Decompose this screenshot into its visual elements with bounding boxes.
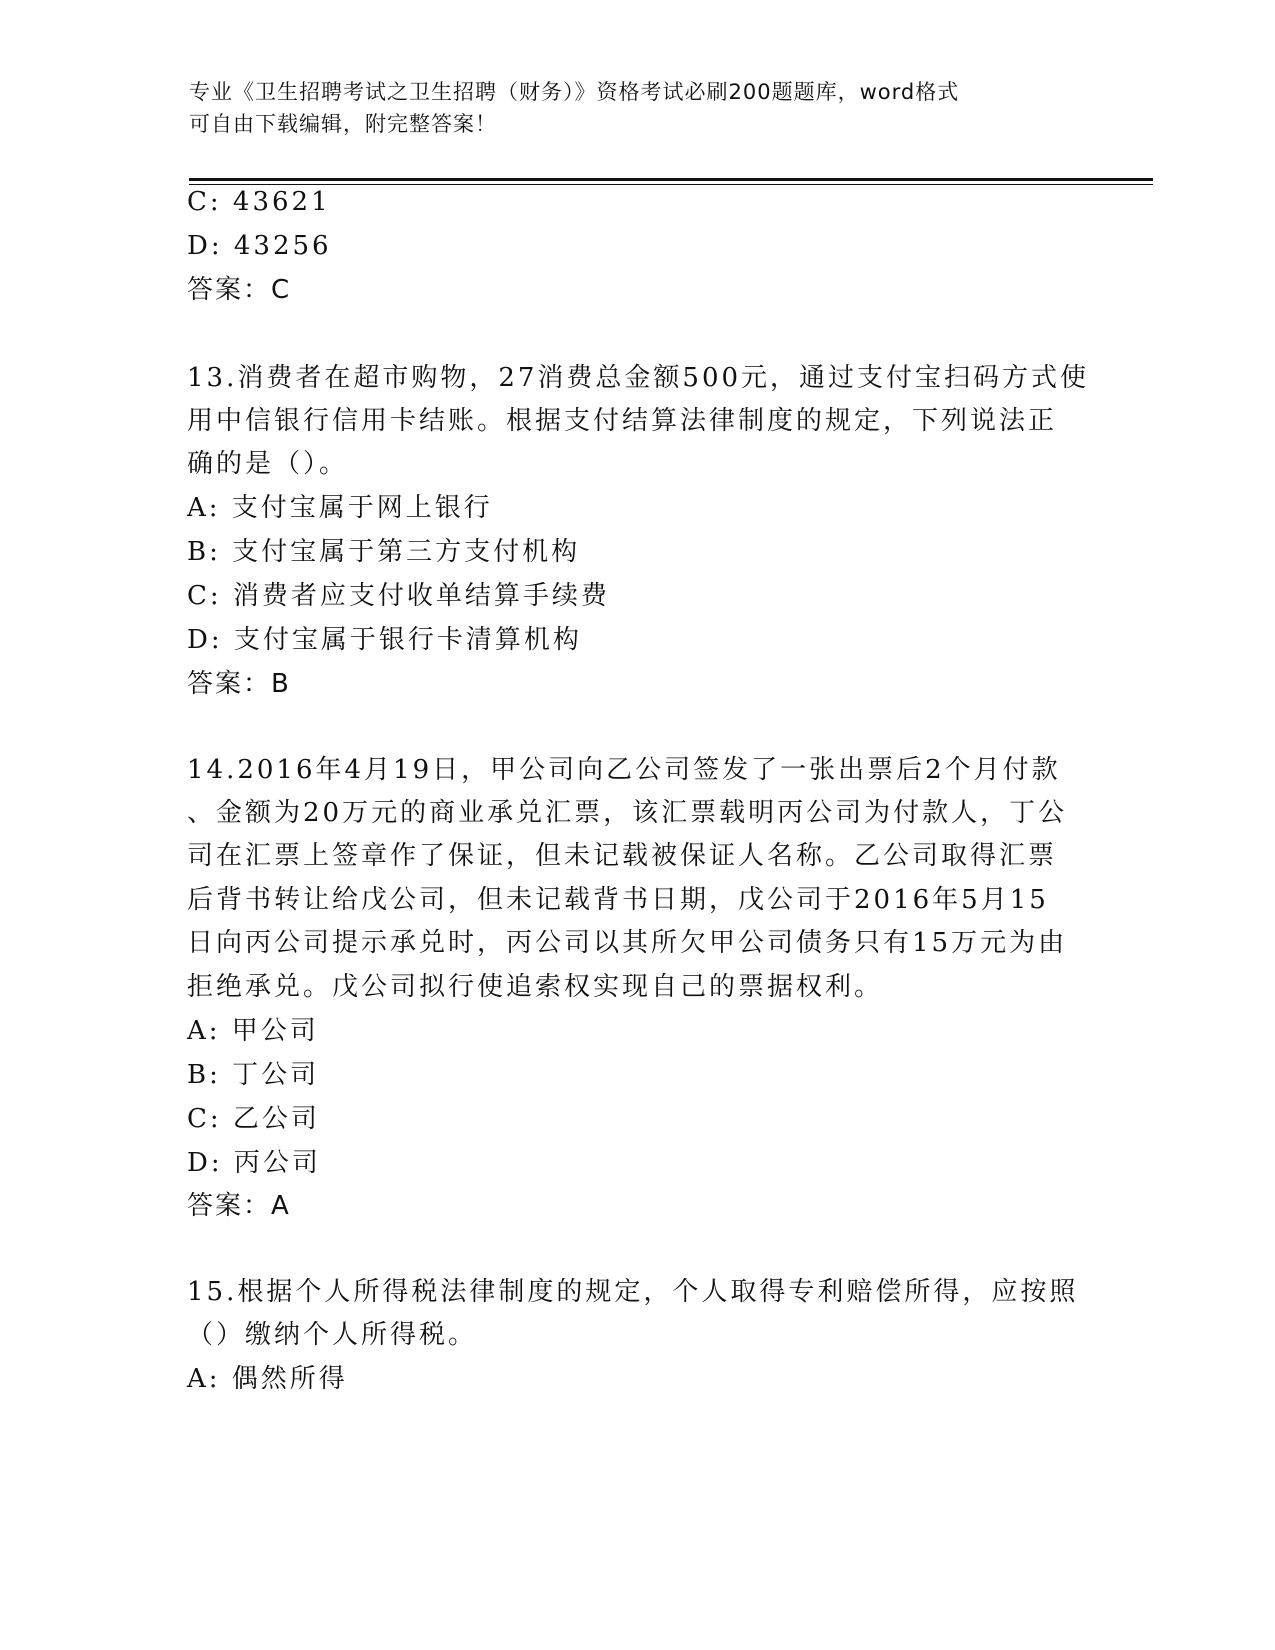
- q14-stem-line-2: 、金额为20万元的商业承兑汇票，该汇票载明丙公司为付款人，丁公: [187, 798, 1068, 828]
- q14-option-c: C: 乙公司: [187, 1104, 320, 1134]
- q13-option-c: C: 消费者应支付收单结算手续费: [187, 581, 610, 611]
- q13-stem-line-2: 用中信银行信用卡结账。根据支付结算法律制度的规定，下列说法正: [187, 406, 1058, 436]
- q14-stem-line-5: 日向丙公司提示承兑时，丙公司以其所欠甲公司债务只有15万元为由: [187, 928, 1068, 958]
- q15-stem-line-2: （）缴纳个人所得税。: [187, 1320, 478, 1350]
- q14-stem-line-6: 拒绝承兑。戊公司拟行使追索权实现自己的票据权利。: [187, 972, 884, 1002]
- q13-option-a: A: 支付宝属于网上银行: [187, 493, 493, 523]
- q14-option-a: A: 甲公司: [187, 1016, 319, 1046]
- header-title-line-1: 专业《卫生招聘考试之卫生招聘（财务）》资格考试必刷200题题库，word格式: [189, 80, 960, 104]
- q12-option-d: D: 43256: [187, 231, 332, 261]
- q12-option-c: C: 43621: [187, 187, 331, 217]
- q13-stem-line-3: 确的是（）。: [187, 449, 349, 479]
- q15-option-a: A: 偶然所得: [187, 1364, 348, 1394]
- header-divider-thin: [189, 184, 1153, 185]
- page-header: [189, 76, 1089, 140]
- q14-stem-line-1: 14.2016年4月19日，甲公司向乙公司签发了一张出票后2个月付款: [187, 755, 1061, 785]
- header-title-line-2: 可自由下载编辑，附完整答案！: [189, 112, 497, 136]
- q15-stem-line-1: 15.根据个人所得税法律制度的规定，个人取得专利赔偿所得，应按照: [187, 1277, 1079, 1307]
- q14-option-d: D: 丙公司: [187, 1148, 321, 1178]
- q14-stem-line-4: 后背书转让给戊公司，但未记载背书日期，戊公司于2016年5月15: [187, 885, 1049, 915]
- q14-stem-line-3: 司在汇票上签章作了保证，但未记载被保证人名称。乙公司取得汇票: [187, 841, 1058, 871]
- q13-answer: 答案：B: [187, 669, 291, 699]
- q13-stem-line-1: 13.消费者在超市购物，27消费总金额500元，通过支付宝扫码方式使: [187, 363, 1090, 393]
- q12-answer: 答案：C: [187, 275, 292, 305]
- header-divider-thick: [189, 178, 1153, 181]
- q14-option-b: B: 丁公司: [187, 1060, 320, 1090]
- q13-option-b: B: 支付宝属于第三方支付机构: [187, 537, 581, 567]
- q14-answer: 答案：A: [187, 1191, 291, 1221]
- q13-option-d: D: 支付宝属于银行卡清算机构: [187, 625, 582, 655]
